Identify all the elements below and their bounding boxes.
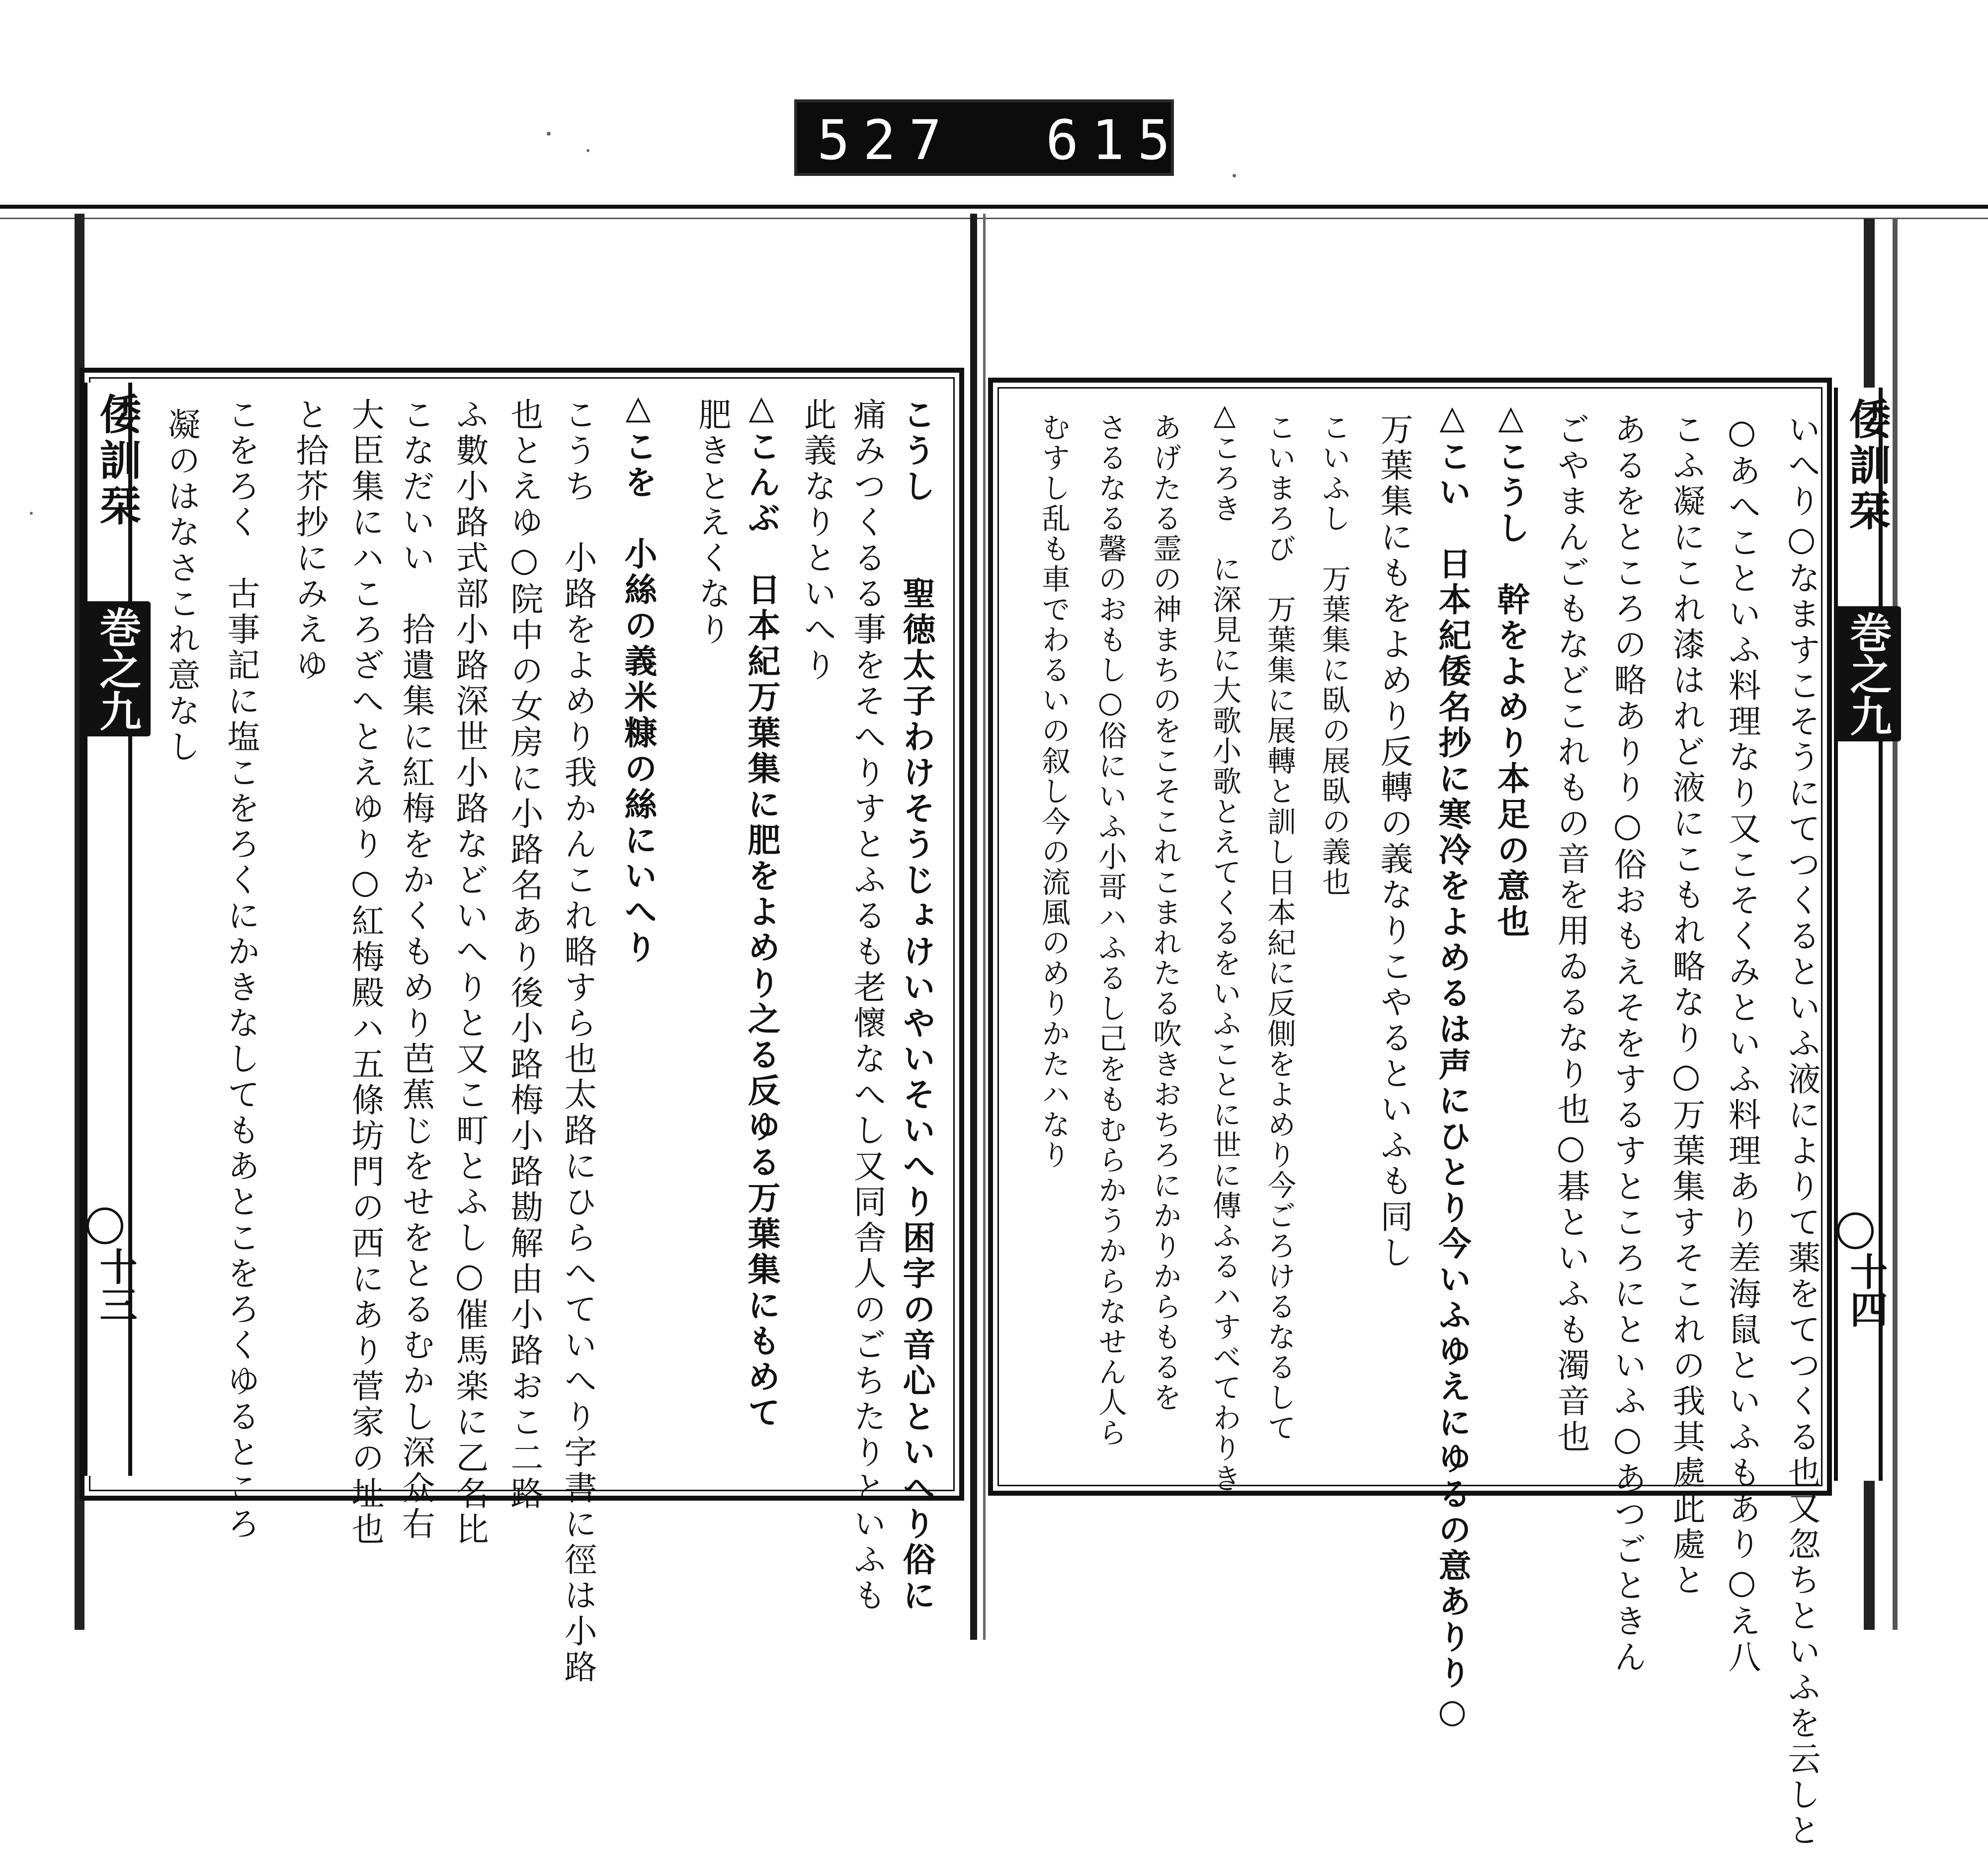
right-entry-column: ごやまんごもなどこれもの音を用ゐるなり也○碁といふも濁音也 bbox=[1552, 412, 1590, 1455]
left-entry-column: 痛みつくるる事をそへりすとふるも老懷なへし又同舎人のごちたりといふも bbox=[848, 398, 886, 1614]
left-page-number: 十三 bbox=[93, 1247, 138, 1323]
left-page-circle-mark bbox=[86, 1207, 123, 1244]
right-entry-column: あげたる霊の神まちのをこそこれこまれたる吹きおちろにかりからもるを bbox=[1148, 412, 1182, 1413]
left-entry-column: 大臣集にハころざへとえゆり○紅梅殿ハ五條坊門の西にあり菅家の址也 bbox=[346, 398, 384, 1548]
book-top-edge-inner bbox=[0, 218, 1988, 219]
left-entry-column: こうち 小路をよめり我かんこれ略すら也太路にひらへていへり字書に徑は小路 bbox=[559, 398, 597, 1686]
book-top-edge bbox=[0, 205, 1988, 209]
left-page-side-volume: 巻之九 bbox=[84, 601, 151, 736]
scan-speck bbox=[30, 512, 33, 515]
catalog-number-left: 527 bbox=[817, 108, 955, 172]
left-entry-column: 此義なりといへり bbox=[798, 398, 836, 684]
left-page-margin-strip bbox=[83, 383, 142, 1476]
scan-speck bbox=[586, 149, 589, 152]
right-page-side-volume: 巻之九 bbox=[1835, 606, 1901, 741]
book-gutter bbox=[970, 214, 977, 1640]
book-gutter-inner bbox=[983, 214, 986, 1640]
catalog-number-label bbox=[794, 99, 1183, 176]
scan-speck bbox=[547, 132, 551, 136]
right-entry-column: こいふし 万葉集に臥の展臥の義也 bbox=[1317, 412, 1351, 897]
right-entry-column: 万葉集にもをよめり反轉の義なりこやるといふも同し bbox=[1375, 412, 1413, 1271]
left-entry-column: こなだいい 拾遺集に紅梅をかくもめり芭蕉じをせをとるむかし深众右 bbox=[397, 398, 435, 1542]
right-entry-column: ○あへこといふ料理なり又こそくみといふ料理あり差海鼠といふもあり○え八 bbox=[1723, 412, 1761, 1676]
right-page-number: 十四 bbox=[1844, 1252, 1888, 1328]
left-entry-column: △こんぶ 日本紀万葉集に肥をよめり之る反ゆる万葉集にもめて bbox=[742, 388, 781, 1431]
right-entry-column: こふ凝にこれ漆はれど液にこもれ略なり○万葉集すそこれの我其處此處と bbox=[1667, 412, 1705, 1599]
right-entry-column: さるなる馨のおもし○俗にいふ小哥ハふるし己をもむらかうからなせん人ら bbox=[1093, 412, 1127, 1448]
scan-speck bbox=[1233, 174, 1236, 177]
left-page-side-title: 倭訓栞 bbox=[93, 393, 142, 530]
catalog-number-right: 615 bbox=[1046, 108, 1183, 172]
left-entry-column: こうし 聖徳太子わけそうじょけいやいそいへり困字の音心といへり俗に bbox=[897, 398, 936, 1614]
right-entry-column: △こい 日本紀倭名抄に寒冷をよめるは声にひとり今いふゆえにゆるの意ありり○ bbox=[1433, 398, 1472, 1733]
right-entry-column: むすし乱も車でわるいの叙し今の流風のめりかたハなり bbox=[1037, 412, 1071, 1170]
left-entry-column: 肥きとえくなり bbox=[693, 398, 731, 648]
left-entry-column: △こを 小絲の義米糠の絲にいへり bbox=[619, 388, 658, 966]
left-entry-column: こをろく 古事記に塩こをろくにかきなしてもあとこをろくゆるところ bbox=[222, 398, 260, 1542]
right-entry-column: こいまろび 万葉集に展轉と訓し日本紀に反側をよめり今ごろけるなるして bbox=[1262, 412, 1296, 1443]
right-entry-column: △ころき に深見に大歌小歌とえてくるをいふことに世に傳ふるハすべてわりき bbox=[1208, 398, 1242, 1494]
left-entry-column: と拾芥抄にみえゆ bbox=[290, 398, 329, 684]
right-entry-column: いへり○なますこそうにてつくるといふ液によりて薬をてつくる也又忽ちといふを云しと bbox=[1782, 412, 1821, 1849]
left-entry-column: 凝のはなさこれ意なし bbox=[162, 407, 200, 765]
left-entry-column: 也とえゆ○院中の女房に小路名あり後小路梅小路勘解由小路おこ二路 bbox=[505, 398, 543, 1512]
left-entry-column: ふ數小路式部小路深世小路などいへりと又こ町とふし○催馬楽に乙名比 bbox=[450, 398, 489, 1548]
right-page-circle-mark bbox=[1837, 1212, 1874, 1249]
right-page-margin-strip bbox=[1834, 388, 1893, 1481]
right-entry-column: あるをところの略ありり○俗おもえそをするすところにといふ○あつごときん bbox=[1608, 412, 1647, 1676]
right-entry-column: △こうし 幹をよめり本足の意也 bbox=[1491, 398, 1530, 940]
right-page-side-title: 倭訓栞 bbox=[1842, 398, 1892, 535]
